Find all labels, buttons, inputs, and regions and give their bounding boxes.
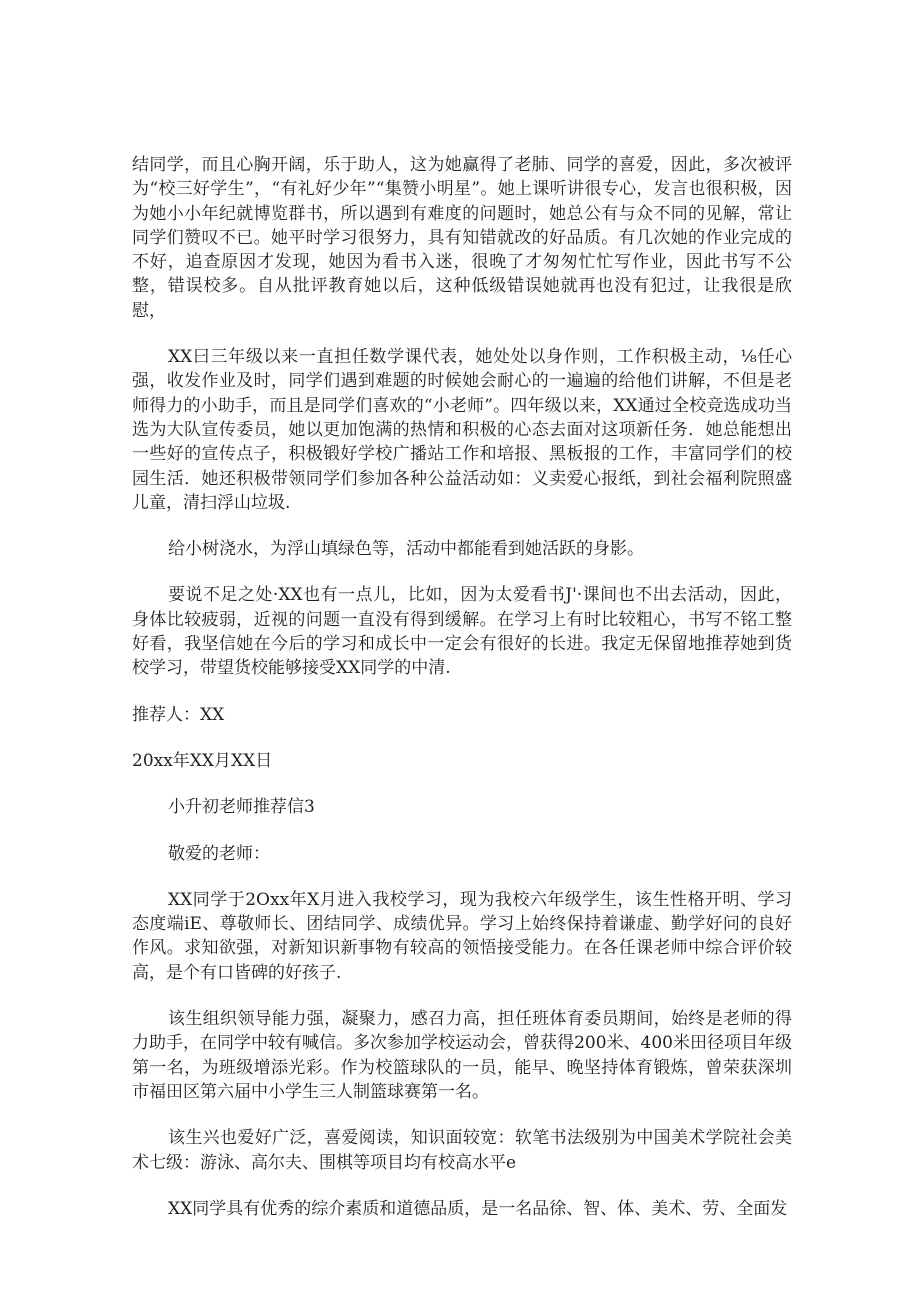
paragraph-interests: 该生兴也爱好广泛，喜爱阅读，知识面较宽：软笔书法级别为中国美术学院社会美术七级：游泳、高尔夫、围棋等项目均有校高水平e bbox=[132, 1128, 792, 1173]
letter-title: 小升初老师推荐信3 bbox=[168, 797, 315, 818]
letter-greeting: 敬爱的老师： bbox=[168, 843, 270, 864]
paragraph-introduction: XX同学于2Oxx年X月进入我校学习，现为我校六年级学生，该生性格开明、学习态度端iE、尊敬师长、团结同学、成绩优异。学习上始终保持着谦虚、勤学好问的良好作风。求知欲强，对新知识新事物有较高的领悟接受能力。在各任课老师中综合评价较高，是个有口皆碑的好孩子. bbox=[132, 889, 792, 983]
paragraph-activities: 给小树浇水，为浮山填绿色等，活动中都能看到她活跃的身影。 bbox=[168, 539, 644, 560]
date-line: 20xx年XX月XX日 bbox=[132, 750, 273, 771]
paragraph-conclusion: XX同学具有优秀的综介素质和道德品质，是一名品徐、智、体、美术、劳、全面发 bbox=[168, 1198, 788, 1219]
letter-body bbox=[132, 153, 792, 1243]
paragraph-leadership: 该生组织领导能力强，凝聚力，感召力高，担任班体育委员期间，始终是老师的得力助手，在同学中较有喊信。多次参加学校运动会，曾获得200米、400米田径项目年级第一名，为班级增添光彩。作为校篮球队的一员，能早、晚坚持体育锻炼，曾荣获深圳市福田区第六届中小学生三人制篮球赛第一名。 bbox=[132, 1009, 792, 1102]
recommender-line: 推荐人：XX bbox=[132, 704, 225, 725]
paragraph-duties: XX曰三年级以来一直担任数学课代表，她处处以身作则，工作积极主动，⅛任心强，收发作业及时，同学们遇到难题的时候她会耐心的一遍遍的给他们讲解，不但是老师得力的小助手，而且是同学们喜欢的“小老师”。四年级以来，XX通过全校竞选成功当选为大队宣传委员，她以更加饱满的热情和积极的心态去面对这项新任务．她总能想出一些好的宣传点子，积极锻好学校广播站工作和培报、黑板报的工作，丰富同学们的校园生活．她还积极带领同学们参加各种公益活动如：义卖爱心报纸，到社会福利院照盛儿童，清扫浮山垃圾. bbox=[132, 347, 792, 513]
paragraph-shortcomings: 要说不足之处·XX也有一点儿，比如，因为太爱看书J'·课间也不出去活动，因此，身体比较疲弱，近视的问题一直没有得到缓解。在学习上有时比较粗心，书写不铭工整好看，我坚信她在今后的学习和成长中一定会有很好的长进。我定无保留地推荐她到货校学习，带望货校能够接受XX同学的中清. bbox=[132, 585, 792, 679]
paragraph-conduct: 结同学，而且心胸开阔，乐于助人，这为她赢得了老肺、同学的喜爱，因此，多次被评为“校三好学生”，“有礼好少年”“集赞小明星”。她上课听讲很专心，发言也很积极，因为她小小年纪就博览群书，所以遇到有难度的问题时，她总公有与众不同的见解，常让同学们赞叹不已。她平时学习很努力，具有知错就改的好品质。有几次她的作业完成的不好，追查原因才发现，她因为看书入迷，很晚了才匆匆忙忙写作业，因此书写不公整，错误校多。自从批评教育她以后，这种低级错误她就再也没有犯过，让我很是欣慰， bbox=[132, 155, 792, 321]
